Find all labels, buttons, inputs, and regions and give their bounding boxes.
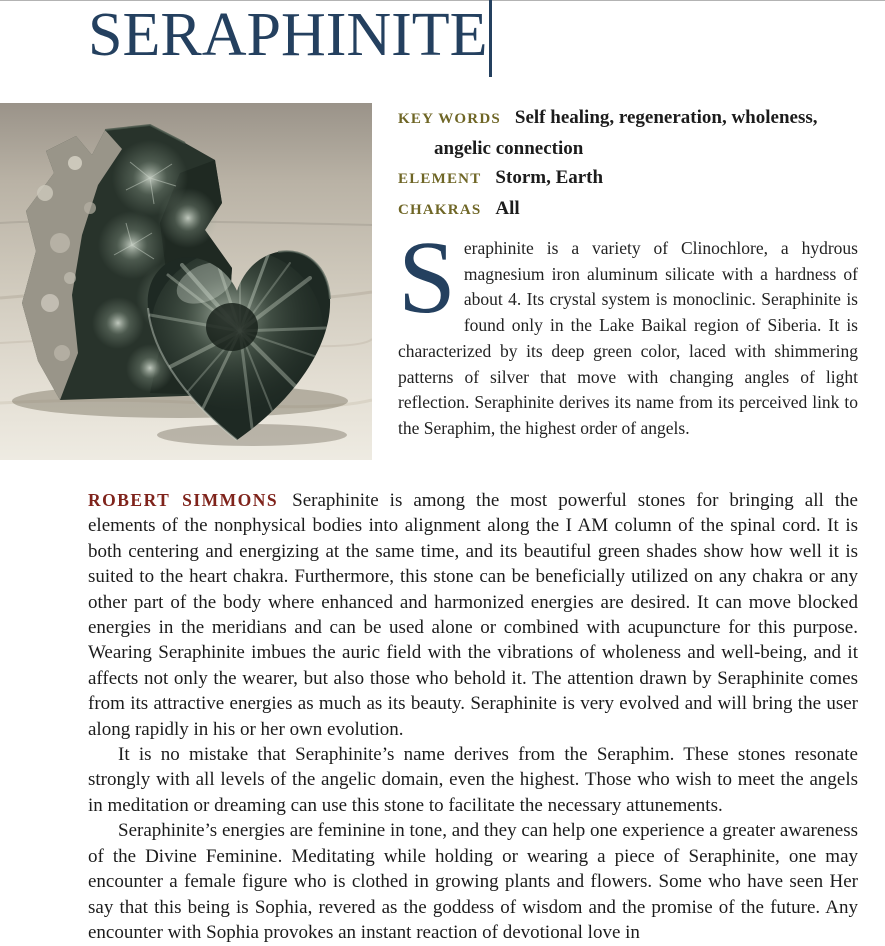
key-words-value: Self healing, regeneration, wholeness, angelic connection: [434, 107, 818, 159]
property-element: [398, 163, 858, 194]
chakras-value: All: [495, 198, 520, 219]
right-column: [398, 103, 858, 442]
intro-paragraph: [398, 220, 858, 442]
chakras-label: CHAKRAS: [398, 202, 482, 218]
drop-cap: S: [398, 220, 456, 335]
paragraph-1-text: Seraphinite is among the most powerful stones for bringing all the elements of the nonphysical bodies into alignment along the I AM column of the spinal cord. It is both centering and energizing at the same time, and its beautiful green shades show how well it is suited to the heart chakra. Furthermore, this stone can be beneficially utilized on any chakra or any other part of the body where enhanced and harmonized energies are desired. It can move blocked energies in the meridians and can be used alone or combined with acupuncture for this purpose. Wearing Seraphinite imbues the auric field with the vibrations of wholeness and well-being, and it affects not only the wearer, but also those who behold it. The attention drawn by Seraphinite comes from its attractive energies as much as its beauty. Seraphinite is very evolved and will bring the user along rapidly in his or her own evolution.: [88, 490, 858, 740]
key-words-label: KEY WORDS: [398, 111, 501, 127]
seraphinite-photo: [0, 103, 372, 460]
title-vertical-rule: [489, 0, 492, 77]
page-title: SERAPHINITE: [88, 1, 488, 69]
article-paragraph-1: [88, 488, 858, 742]
intro-text: eraphinite is a variety of Clinochlore, a hydrous magnesium iron aluminum silicate with a hardness of about 4. Its crystal system is monoclinic. Seraphinite is found only in the Lake Baikal region of Siberia. It is characterized by its deep green color, laced with shimmering patterns of silver that move with changing angles of light reflection. Seraphinite derives its name from its perceived link to the Seraphim, the highest order of angels.: [398, 238, 858, 438]
element-label: ELEMENT: [398, 171, 482, 187]
article-body: [88, 488, 858, 945]
property-chakras: [398, 194, 858, 225]
element-value: Storm, Earth: [495, 167, 604, 188]
article-paragraph-3: Seraphinite’s energies are feminine in tone, and they can help one experience a greater awareness of the Divine Feminine. Meditating while holding or wearing a piece of Seraphinite, one may encounter a female figure who is clothed in growing plants and flowers. Some who have seen Her say that this being is Sophia, revered as the goddess of wisdom and the promise of the future. Any encounter with Sophia provokes an instant reaction of devotional love in: [88, 820, 858, 943]
seraphinite-stones-illustration: [0, 103, 372, 460]
author-label: ROBERT SIMMONS: [88, 490, 279, 510]
property-key-words: [398, 103, 879, 163]
article-paragraph-2: It is no mistake that Seraphinite’s name derives from the Seraphim. These stones resonate strongly with all levels of the angelic domain, even the highest. Those who wish to meet the angels in meditation or dreaming can use this stone to facilitate the necessary attunements.: [88, 744, 858, 816]
